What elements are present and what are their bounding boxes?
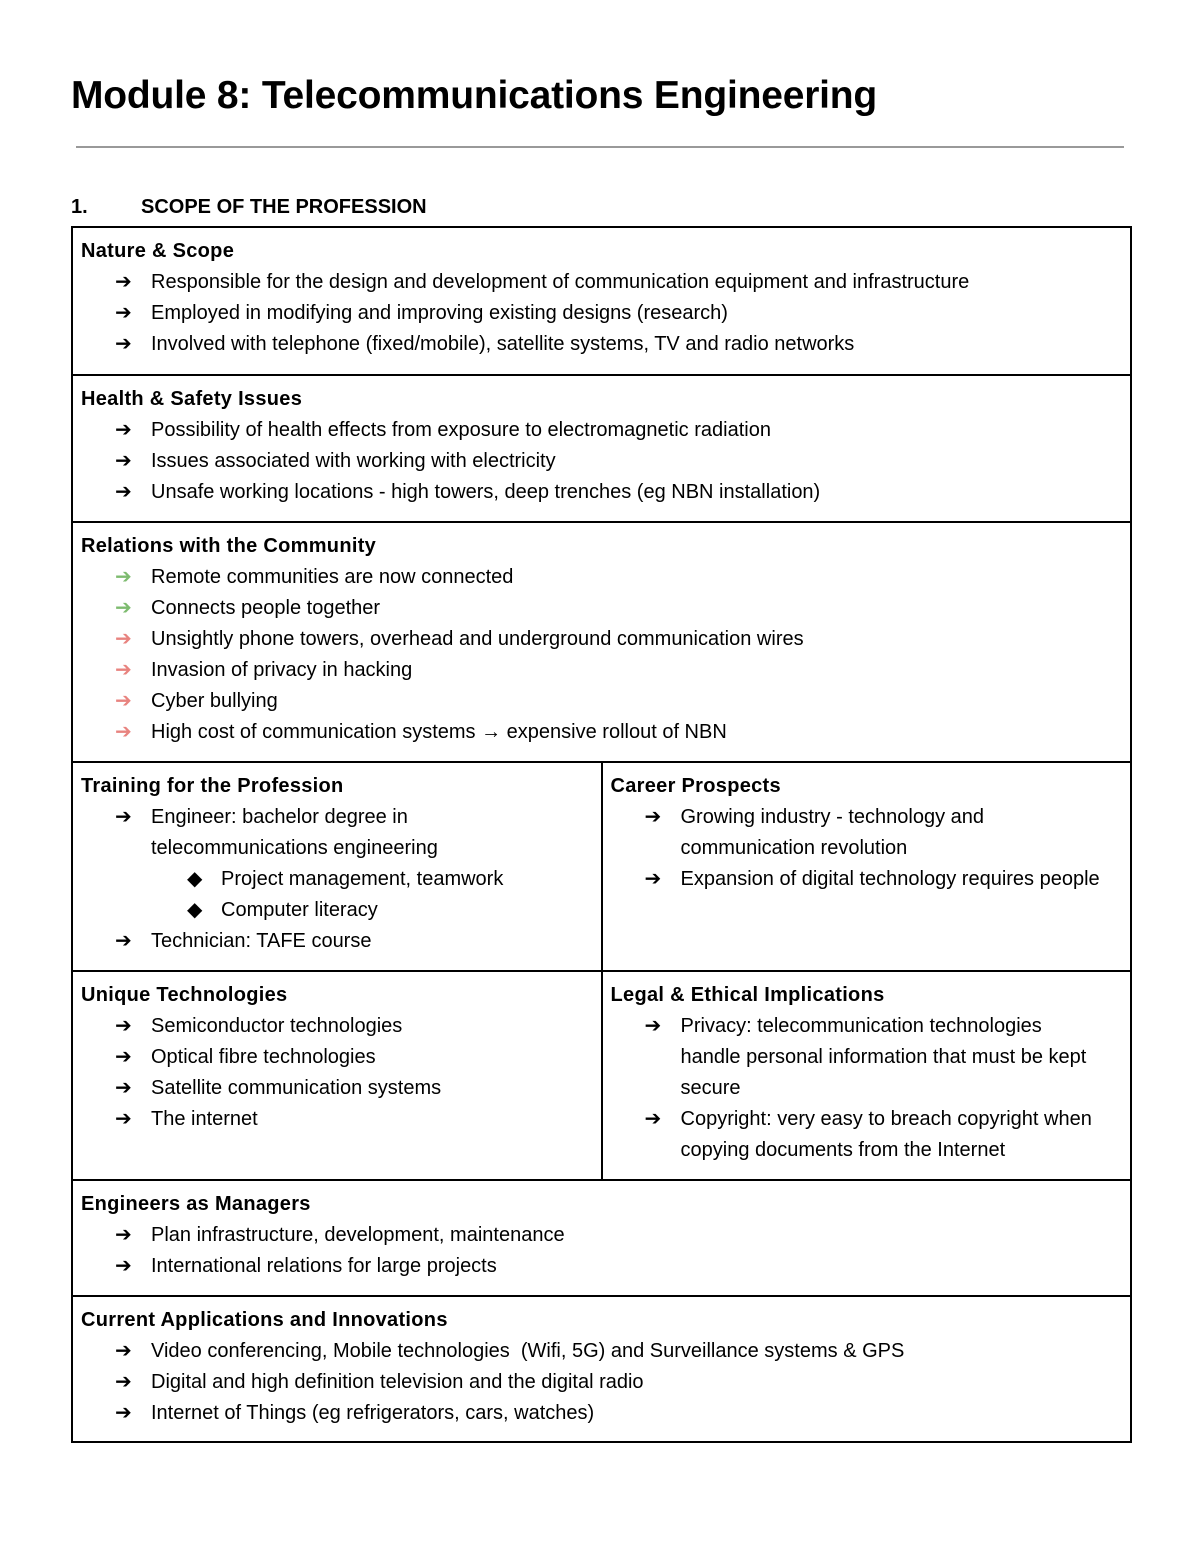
- negative-arrow-icon: ➔: [115, 721, 132, 743]
- list-item: ➔ Engineer: bachelor degree in: [81, 802, 593, 833]
- table-row: [73, 523, 1130, 763]
- arrow-right-icon: ➔: [115, 930, 132, 952]
- diamond-icon: ◆: [187, 899, 203, 921]
- career-heading: Career Prospects: [610, 775, 781, 797]
- arrow-right-icon: ➔: [115, 271, 132, 293]
- positive-arrow-icon: ➔: [115, 597, 132, 619]
- list-item-continuation: secure: [680, 1077, 741, 1099]
- career-cell: [601, 763, 1131, 970]
- arrow-right-icon: ➔: [115, 333, 132, 355]
- arrow-right-icon: ➔: [115, 1046, 132, 1068]
- applications-heading: Current Applications and Innovations: [81, 1309, 448, 1331]
- arrow-right-icon: ➔: [644, 806, 662, 828]
- community-heading: Relations with the Community: [81, 535, 377, 557]
- list-item-continuation: communication revolution: [680, 837, 908, 859]
- list-item: ➔ Issues associated with working with electricity: [81, 446, 1122, 477]
- arrow-right-icon: ➔: [115, 419, 132, 441]
- legal-ethical-list: [611, 1011, 1123, 1166]
- list-item: ➔ Unsafe working locations - high towers, deep trenches (eg NBN installation): [81, 477, 1122, 508]
- sub-list-item: ◆ Computer literacy: [81, 895, 593, 926]
- table-row: [73, 1297, 1130, 1441]
- table-row: [73, 376, 1130, 523]
- list-item-continuation: telecommunications engineering: [151, 837, 438, 859]
- arrow-right-icon: ➔: [644, 1015, 662, 1037]
- training-heading: Training for the Profession: [81, 775, 344, 797]
- nature-scope-cell: [73, 228, 1130, 374]
- list-item: ➔ Unsightly phone towers, overhead and underground communication wires: [81, 624, 1122, 655]
- arrow-right-icon: ➔: [644, 868, 662, 890]
- list-item: ➔ Involved with telephone (fixed/mobile), satellite systems, TV and radio networks: [81, 329, 1122, 360]
- managers-list: [81, 1220, 1122, 1282]
- list-item: ➔ Digital and high definition television and the digital radio: [81, 1367, 1122, 1398]
- list-item: ➔ Remote communities are now connected: [81, 562, 1122, 593]
- list-item: ➔ Satellite communication systems: [81, 1073, 593, 1104]
- nature-scope-list: [81, 267, 1122, 360]
- training-list-tail: [81, 926, 593, 957]
- managers-cell: [73, 1181, 1130, 1295]
- list-item: ➔ Privacy: telecommunication technologies: [611, 1011, 1123, 1042]
- managers-heading: Engineers as Managers: [81, 1193, 311, 1215]
- list-item: ➔ Cyber bullying: [81, 686, 1122, 717]
- list-item: ➔ Possibility of health effects from exposure to electromagnetic radiation: [81, 415, 1122, 446]
- table-row: [73, 763, 1130, 972]
- arrow-right-icon: ➔: [115, 481, 132, 503]
- arrow-right-icon: ➔: [115, 806, 132, 828]
- arrow-right-icon: ➔: [115, 1371, 132, 1393]
- arrow-right-icon: ➔: [115, 1015, 132, 1037]
- list-item: ➔ Growing industry - technology and: [611, 802, 1123, 833]
- list-item: ➔ Invasion of privacy in hacking: [81, 655, 1122, 686]
- diamond-icon: ◆: [187, 868, 203, 890]
- community-cell: [73, 523, 1130, 761]
- positive-arrow-icon: ➔: [115, 566, 132, 588]
- unique-tech-heading: Unique Technologies: [81, 984, 288, 1006]
- list-item: ➔ Technician: TAFE course: [81, 926, 593, 957]
- negative-arrow-icon: ➔: [115, 628, 132, 650]
- health-safety-heading: Health & Safety Issues: [81, 388, 303, 410]
- arrow-right-icon: ➔: [115, 1340, 132, 1362]
- health-safety-cell: [73, 376, 1130, 521]
- training-list: [81, 802, 593, 864]
- unique-tech-list: [81, 1011, 593, 1135]
- arrow-right-icon: ➔: [115, 450, 132, 472]
- title-divider: [76, 146, 1124, 148]
- arrow-right-icon: ➔: [115, 1255, 132, 1277]
- list-item: ➔ Copyright: very easy to breach copyright when: [611, 1104, 1123, 1135]
- career-list: [611, 802, 1123, 895]
- table-row: [73, 228, 1130, 376]
- list-item: ➔ International relations for large projects: [81, 1251, 1122, 1282]
- arrow-right-icon: ➔: [115, 1224, 132, 1246]
- legal-ethical-cell: [601, 972, 1131, 1179]
- sub-list-item: ◆ Project management, teamwork: [81, 864, 593, 895]
- training-cell: [73, 763, 601, 970]
- section-title: SCOPE OF THE PROFESSION: [141, 196, 427, 218]
- negative-arrow-icon: ➔: [115, 690, 132, 712]
- nature-scope-heading: Nature & Scope: [81, 240, 235, 262]
- list-item-continuation: copying documents from the Internet: [680, 1139, 1006, 1161]
- health-safety-list: [81, 415, 1122, 508]
- arrow-right-icon: ➔: [115, 1108, 132, 1130]
- list-item: ➔ Internet of Things (eg refrigerators, cars, watches): [81, 1398, 1122, 1429]
- list-item: ➔ Responsible for the design and development of communication equipment and infrastructure: [81, 267, 1122, 298]
- arrow-right-icon: ➔: [115, 302, 132, 324]
- unique-tech-cell: [73, 972, 601, 1179]
- page-title: Module 8: Telecommunications Engineering: [71, 74, 878, 117]
- table-row: [73, 1181, 1130, 1297]
- list-item: ➔ Semiconductor technologies: [81, 1011, 593, 1042]
- community-list: [81, 562, 1122, 748]
- list-item: ➔ Optical fibre technologies: [81, 1042, 593, 1073]
- arrow-right-icon: ➔: [644, 1108, 662, 1130]
- section-number: 1.: [71, 196, 88, 218]
- legal-ethical-heading: Legal & Ethical Implications: [610, 984, 885, 1006]
- arrow-right-icon: ➔: [115, 1077, 132, 1099]
- list-item: ➔ Expansion of digital technology requires people: [611, 864, 1123, 895]
- applications-cell: [73, 1297, 1130, 1441]
- list-item: ➔ Video conferencing, Mobile technologies (Wifi, 5G) and Surveillance systems & GPS: [81, 1336, 1122, 1367]
- section-heading: [71, 195, 427, 219]
- list-item: ➔ The internet: [81, 1104, 593, 1135]
- arrow-right-icon: ➔: [115, 1402, 132, 1424]
- list-item-continuation: handle personal information that must be kept: [680, 1046, 1087, 1068]
- scope-table: [71, 226, 1132, 1443]
- list-item: ➔ Plan infrastructure, development, maintenance: [81, 1220, 1122, 1251]
- applications-list: [81, 1336, 1122, 1429]
- list-item: ➔ Connects people together: [81, 593, 1122, 624]
- list-item: ➔ Employed in modifying and improving existing designs (research): [81, 298, 1122, 329]
- table-row: [73, 972, 1130, 1181]
- training-sublist: [81, 864, 593, 926]
- list-item: ➔ High cost of communication systems → expensive rollout of NBN: [81, 717, 1122, 748]
- negative-arrow-icon: ➔: [115, 659, 132, 681]
